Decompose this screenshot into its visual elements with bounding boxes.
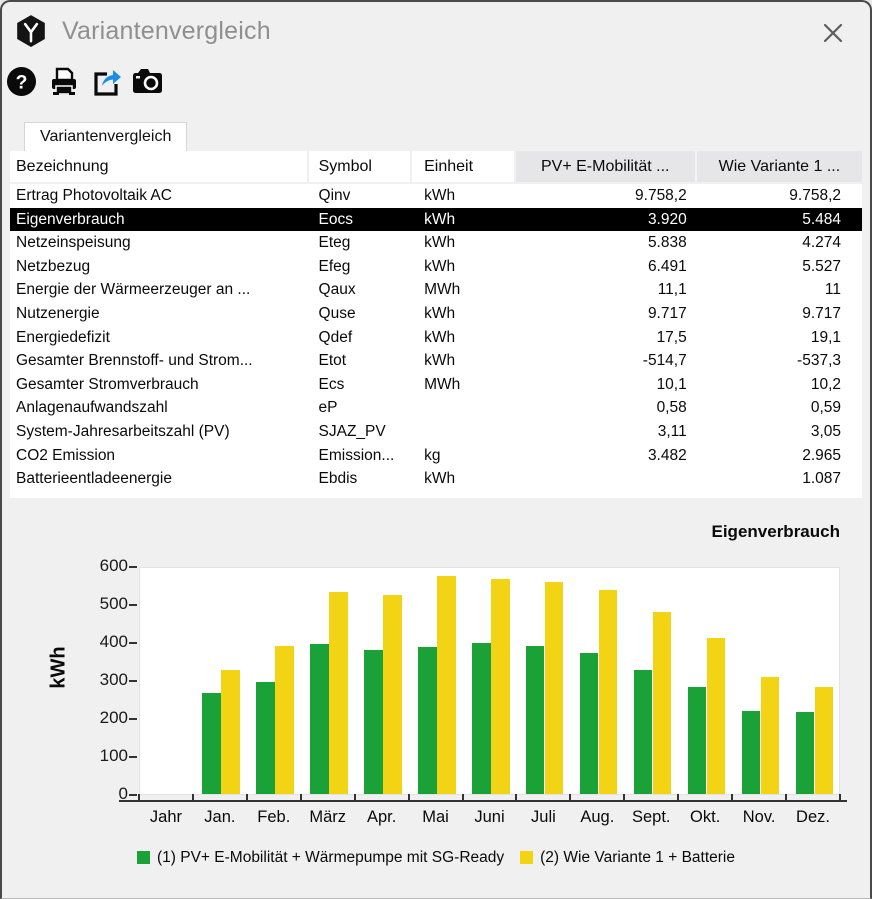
bar-variant-1 [688, 687, 707, 793]
y-tick-mark [129, 604, 137, 606]
table-cell: Ertrag Photovoltaik AC [16, 187, 172, 204]
x-category-label: Feb. [257, 807, 291, 826]
legend-item [520, 849, 735, 867]
x-tick-mark [569, 794, 571, 802]
table-cell [412, 396, 516, 420]
screenshot-button[interactable] [131, 65, 164, 98]
bar-variant-1 [580, 653, 599, 794]
x-tick-mark [839, 794, 841, 802]
y-tick-mark [129, 756, 137, 758]
title-bar [2, 2, 870, 60]
table-cell: 11,1 [657, 281, 687, 299]
bar-variant-2 [815, 687, 834, 793]
table-cell: 17,5 [656, 328, 687, 346]
table-cell: Gesamter Stromverbrauch [16, 375, 199, 393]
comparison-table [10, 151, 862, 498]
table-cell: 3.482 [647, 446, 687, 464]
table-cell: 0,58 [656, 399, 687, 417]
bar-variant-1 [256, 682, 275, 794]
x-category-label: Mai [422, 807, 449, 826]
bar-variant-1 [742, 711, 761, 794]
table-cell: 3,05 [810, 422, 841, 440]
legend-label: (1) PV+ E-Mobilität + Wärmepumpe mit SG-Ready [157, 848, 505, 866]
table-cell: 3,11 [657, 422, 687, 440]
bar-variant-1 [472, 643, 491, 794]
x-tick-mark [192, 794, 194, 802]
x-category-label: März [309, 807, 347, 826]
column-header-variant-1: PV+ E-Mobilität ... [516, 151, 697, 182]
table-cell: 9.717 [802, 304, 841, 322]
bar-variant-2 [221, 670, 240, 794]
camera-icon [131, 65, 164, 98]
column-header-einheit: Einheit [412, 151, 516, 182]
x-tick-mark [462, 794, 464, 802]
bar-variant-2 [707, 638, 726, 794]
y-tick-label: 0 [118, 784, 128, 804]
x-category-label: Juli [531, 807, 556, 826]
table-row[interactable] [10, 231, 862, 255]
x-category-label: Aug. [580, 807, 615, 826]
table-body [10, 184, 862, 498]
x-tick-mark [354, 794, 356, 802]
column-header-variant-2: Wie Variante 1 ... [697, 151, 862, 182]
tab-bar [2, 122, 870, 151]
bar-variant-1 [418, 647, 437, 794]
table-cell: Netzbezug [16, 257, 91, 275]
help-button[interactable] [5, 65, 38, 98]
table-cell: eP [318, 399, 338, 417]
table-cell: 9.758,2 [635, 187, 687, 204]
table-row[interactable] [10, 396, 862, 420]
x-category-label: Jan. [204, 807, 236, 826]
bar-variant-2 [491, 579, 510, 793]
x-category-label: Apr. [366, 807, 397, 826]
table-cell: kWh [424, 328, 456, 346]
app-logo-icon [14, 13, 48, 49]
table-row[interactable] [10, 444, 862, 468]
x-tick-mark [731, 794, 733, 802]
y-tick-label: 200 [99, 708, 128, 728]
chart-title: Eigenverbrauch [711, 521, 840, 541]
table-cell: Netzeinspeisung [16, 234, 131, 252]
table-row[interactable] [10, 255, 862, 279]
y-tick-label: 600 [99, 556, 128, 576]
table-cell: Eocs [318, 210, 353, 228]
table-cell: 3.920 [647, 210, 687, 228]
table-cell: System-Jahresarbeitszahl (PV) [16, 422, 230, 440]
table-cell: kWh [424, 352, 456, 370]
table-cell: kWh [424, 187, 456, 204]
table-cell: Qdef [318, 328, 353, 346]
table-cell: Ebdis [318, 470, 358, 488]
bar-chart [2, 546, 870, 846]
table-cell: MWh [424, 375, 461, 393]
bar-variant-2 [761, 677, 780, 794]
table-cell: -537,3 [797, 352, 841, 370]
chart-legend [2, 848, 870, 868]
close-button[interactable] [818, 18, 848, 48]
print-button[interactable] [47, 65, 80, 98]
x-axis-line [119, 800, 847, 802]
table-cell: Nutzenergie [16, 304, 100, 322]
table-cell: 5.484 [802, 210, 841, 228]
legend-label: (2) Wie Variante 1 + Batterie [540, 848, 735, 866]
y-tick-mark [129, 566, 137, 568]
x-category-label: Jahr [149, 807, 183, 826]
table-cell: Eigenverbrauch [16, 210, 125, 228]
legend-item [137, 849, 504, 867]
table-cell: Eteg [318, 234, 351, 252]
x-tick-mark [515, 794, 517, 802]
table-cell: MWh [424, 281, 461, 299]
legend-swatch-icon [520, 851, 533, 864]
print-icon [48, 66, 80, 98]
table-cell: 5.527 [802, 257, 841, 275]
x-category-label: Okt. [690, 807, 721, 826]
x-tick-mark [408, 794, 410, 802]
x-tick-mark [300, 794, 302, 802]
bar-variant-1 [310, 644, 329, 793]
table-cell: SJAZ_PV [318, 422, 386, 440]
table-cell: 2.965 [802, 446, 841, 464]
table-cell: 5.838 [647, 234, 687, 252]
table-cell: kWh [424, 234, 456, 252]
table-cell: CO2 Emission [16, 446, 116, 464]
bar-variant-1 [634, 670, 653, 794]
bar-variant-1 [796, 712, 815, 794]
bar-variant-1 [202, 693, 221, 794]
table-cell: Ecs [318, 375, 345, 393]
table-cell: 4.274 [802, 234, 841, 252]
help-icon [6, 66, 37, 97]
y-tick-mark [129, 718, 137, 720]
y-tick-mark [129, 642, 137, 644]
table-cell: 11 [824, 281, 841, 299]
column-header-bezeichnung: Bezeichnung [10, 151, 309, 182]
x-tick-mark [785, 794, 787, 802]
table-cell: 6.491 [647, 257, 687, 275]
tab-variantenvergleich[interactable]: Variantenvergleich [24, 122, 187, 151]
export-icon [90, 66, 122, 98]
table-cell [412, 420, 516, 444]
y-tick-mark [129, 794, 137, 796]
table-cell: 9.717 [647, 304, 687, 322]
plot-area [139, 567, 840, 795]
table-row[interactable] [10, 373, 862, 397]
x-tick-mark [246, 794, 248, 802]
table-cell: 19,1 [810, 328, 841, 346]
table-row[interactable] [10, 326, 862, 350]
bar-variant-2 [599, 590, 618, 794]
bar-variant-2 [383, 595, 402, 794]
table-cell: 10,1 [656, 375, 687, 393]
table-cell [516, 467, 697, 491]
table-row[interactable] [10, 467, 862, 491]
table-cell: kWh [424, 257, 456, 275]
x-category-label: Nov. [742, 807, 776, 826]
x-category-label: Sept. [631, 807, 671, 826]
table-cell: kWh [424, 304, 456, 322]
x-tick-mark [138, 794, 140, 802]
y-tick-label: 100 [99, 746, 128, 766]
x-category-label: Dez. [796, 807, 830, 826]
y-tick-label: 300 [99, 670, 128, 690]
bar-variant-2 [653, 612, 672, 794]
table-cell: kWh [424, 470, 456, 488]
table-cell: Energie der Wärmeerzeuger an ... [16, 281, 251, 299]
table-cell: 9.758,2 [789, 187, 841, 204]
table-row[interactable] [10, 302, 862, 326]
table-row[interactable] [10, 184, 862, 208]
table-cell: Quse [318, 304, 356, 322]
bar-variant-2 [437, 576, 456, 794]
table-cell: 10,2 [810, 375, 841, 393]
toolbar [2, 60, 870, 104]
y-tick-mark [129, 680, 137, 682]
table-cell: Qinv [318, 187, 351, 204]
bar-variant-2 [275, 646, 294, 794]
table-row[interactable] [10, 208, 862, 232]
y-tick-label: 400 [99, 632, 128, 652]
table-cell: kg [424, 446, 441, 464]
y-tick-label: 500 [99, 594, 128, 614]
table-cell: Efeg [318, 257, 351, 275]
table-cell: Etot [318, 352, 347, 370]
table-cell: Batterieentladeenergie [16, 470, 172, 488]
table-cell: Anlagenaufwandszahl [16, 399, 168, 417]
legend-swatch-icon [137, 851, 150, 864]
table-cell: Gesamter Brennstoff- und Strom... [16, 352, 253, 370]
table-cell: Energiedefizit [16, 328, 110, 346]
window-title: Variantenvergleich [62, 16, 271, 45]
bar-variant-1 [526, 646, 545, 794]
x-tick-mark [677, 794, 679, 802]
table-cell: 1.087 [802, 470, 841, 488]
table-cell: kWh [424, 210, 456, 228]
column-header-symbol: Symbol [309, 151, 413, 182]
y-axis-label: kWh [47, 646, 70, 689]
table-cell: 0,59 [810, 399, 841, 417]
bar-variant-1 [364, 650, 383, 794]
table-cell: Qaux [318, 281, 356, 299]
svg-text:?: ? [15, 71, 28, 94]
table-row[interactable] [10, 420, 862, 444]
table-cell: -514,7 [642, 352, 687, 370]
table-row[interactable] [10, 349, 862, 373]
table-row[interactable] [10, 278, 862, 302]
x-tick-mark [623, 794, 625, 802]
x-category-label: Juni [474, 807, 505, 826]
export-button[interactable] [89, 65, 122, 98]
bar-variant-2 [545, 582, 564, 794]
bar-variant-2 [329, 592, 348, 793]
table-header-row [10, 151, 862, 182]
table-cell: Emission... [318, 446, 395, 464]
